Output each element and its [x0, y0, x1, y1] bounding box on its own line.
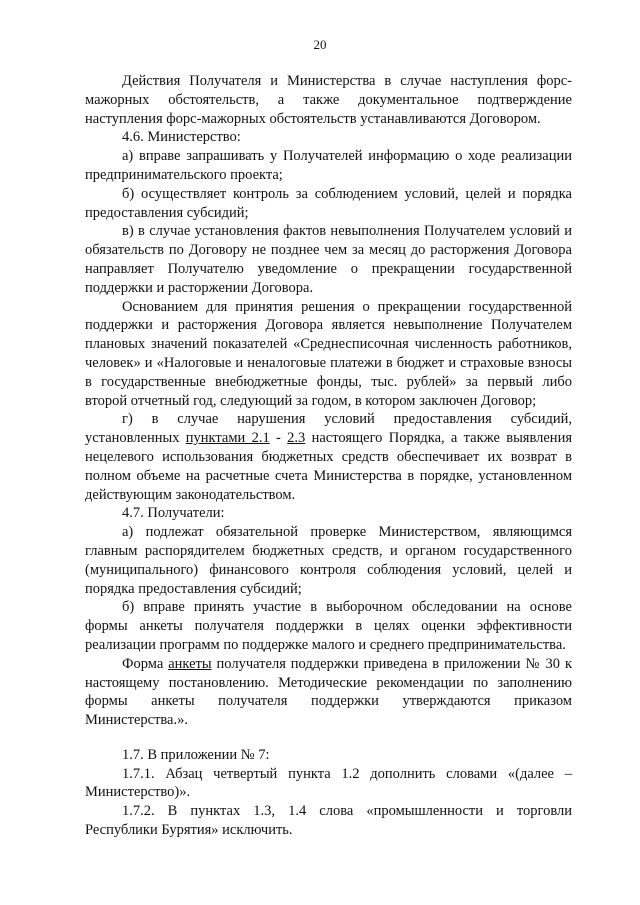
paragraph-4-6-v: в) в случае установления фактов невыполнения Получателем условий и обязательств по Договору не позднее чем за месяц до расторжения Договора направляет Получателю уведомление о прекращении государственной поддержки и расторжении Договора. [85, 223, 572, 296]
paragraph-4-7-b: б) вправе принять участие в выборочном обследовании на основе формы анкеты получателя поддержки в целях оценки эффективности реализации программ по поддержке малого и среднего предпринимательства. [85, 599, 572, 653]
link-questionnaire[interactable]: анкеты [168, 655, 212, 672]
paragraph-text: настоящего Порядка, а также выявления нецелевого использования бюджетных средств обеспечивает их возврат в полном объеме на расчетные счета Министерства в порядке, установленном действующим законодательством. [85, 430, 572, 503]
paragraph-1-7-2: 1.7.2. В пунктах 1.3, 1.4 слова «промышленности и торговли Республики Бурятия» исключить. [85, 803, 572, 839]
paragraph-force-majeure: Действия Получателя и Министерства в случае наступления форс-мажорных обстоятельств, а также документальное подтверждение наступления форс-мажорных обстоятельств устанавливаются Договором. [85, 73, 572, 127]
paragraph-termination-grounds: Основанием для принятия решения о прекращении государственной поддержки и расторжения Договора является невыполнение Получателем плановых значений показателей «Среднесписочная численность работников, человек» и «Налоговые и неналоговые платежи в бюджет и страховые взносы в государственные внебюджетные фонды, тыс. рублей» за первый либо второй отчетный год, следующий за годом, в котором заключен Договор; [85, 298, 572, 409]
paragraph-1-7: 1.7. В приложении № 7: [122, 746, 270, 763]
paragraph-1-7-1: 1.7.1. Абзац четвертый пункта 1.2 дополнить словами «(далее – Министерство)». [85, 765, 572, 801]
link-points-2-1[interactable]: пунктами 2.1 [185, 430, 270, 447]
paragraph-text: г) в случае нарушения условий предоставления субсидий, установленных [85, 411, 572, 447]
paragraph-4-6-heading: 4.6. Министерство: [122, 129, 241, 146]
page-number: 20 [313, 37, 327, 52]
paragraph-4-6-g [85, 410, 572, 504]
link-point-2-3[interactable]: 2.3 [287, 430, 306, 447]
paragraph-questionnaire-form [85, 655, 572, 730]
paragraph-4-6-a: а) вправе запрашивать у Получателей информацию о ходе реализации предпринимательского проекта; [85, 148, 572, 183]
document-body [85, 72, 572, 840]
paragraph-4-7-a: а) подлежат обязательной проверке Министерством, являющимся главным распорядителем бюджетных средств, и органом государственного (муниципального) финансового контроля соблюдения условий, целей и порядка предоставления субсидий; [85, 524, 572, 597]
paragraph-text: - [269, 430, 288, 447]
paragraph-4-6-b: б) осуществляет контроль за соблюдением условий, целей и порядка предоставления субсидий; [85, 185, 572, 221]
paragraph-4-7-heading: 4.7. Получатели: [122, 505, 225, 522]
paragraph-text: получателя поддержки приведена в приложении № 30 к настоящему постановлению. Методические рекомендации по заполнению формы анкеты получателя поддержки утверждаются приказом Министерства.». [85, 655, 573, 729]
paragraph-text: Форма [122, 655, 169, 672]
